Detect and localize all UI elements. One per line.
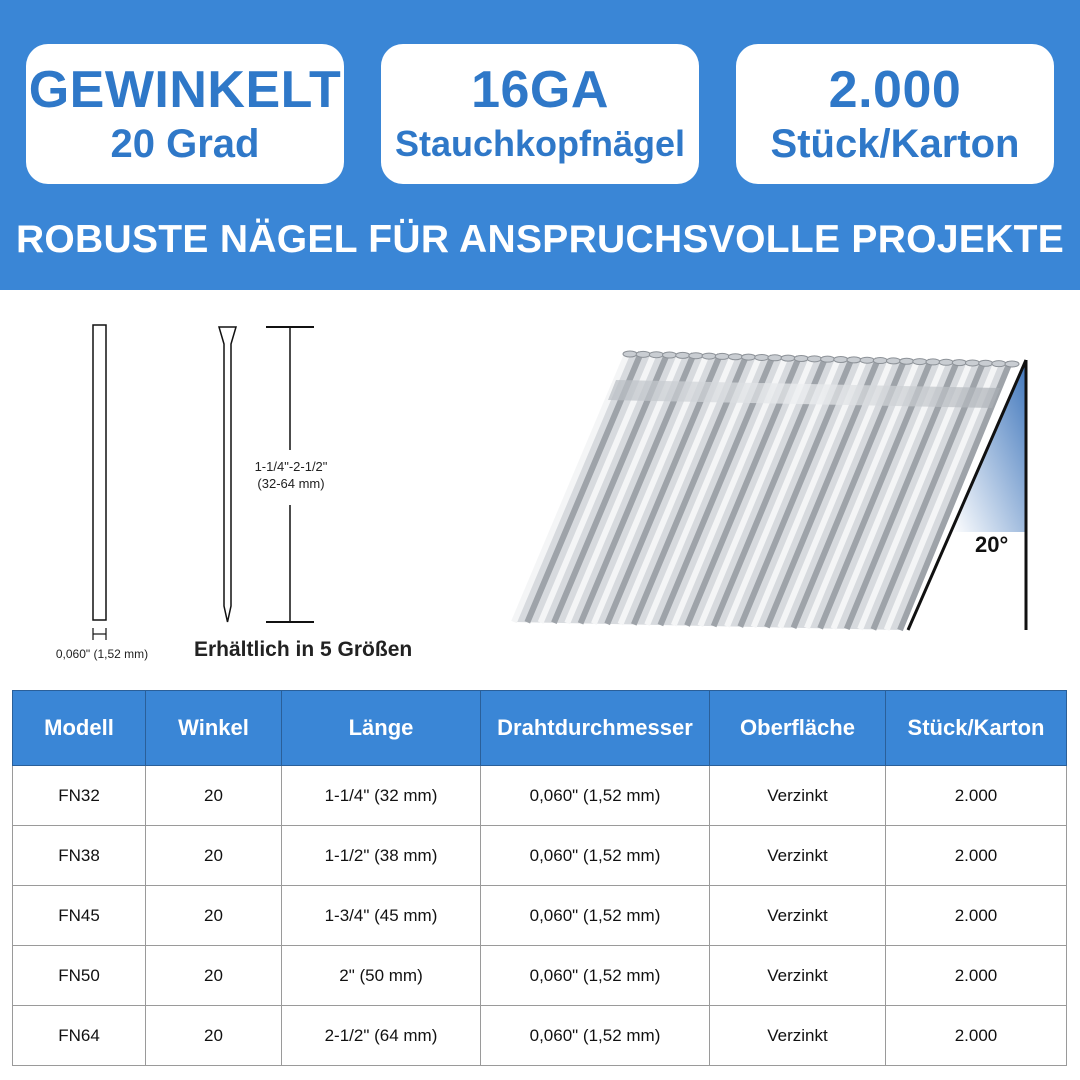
nail-head <box>952 360 966 366</box>
header-oberflaeche: Oberfläche <box>710 691 886 766</box>
card-title: 2.000 <box>828 61 962 119</box>
cell-stueck-karton: 2.000 <box>886 1006 1067 1066</box>
card-title: 16GA <box>471 61 609 119</box>
diameter-label: 0,060" (1,52 mm) <box>55 647 149 661</box>
spec-table <box>12 690 1067 1066</box>
nail-head <box>965 360 979 366</box>
length-range: 1-1/4"-2-1/2" <box>254 459 328 474</box>
cell-oberflaeche: Verzinkt <box>710 1006 886 1066</box>
table-row <box>13 826 1067 886</box>
nail-head <box>847 357 861 363</box>
table-header-row <box>13 691 1067 766</box>
cell-oberflaeche: Verzinkt <box>710 946 886 1006</box>
cell-drahtdurchmesser: 0,060" (1,52 mm) <box>481 826 710 886</box>
nail-head <box>636 351 650 357</box>
nail-head <box>913 359 927 365</box>
nail-head <box>886 358 900 364</box>
nail-head <box>873 358 887 364</box>
nail-head <box>926 359 940 365</box>
nail-head <box>781 355 795 361</box>
length-range-metric: (32-64 mm) <box>257 476 325 491</box>
nail-head <box>860 357 874 363</box>
nail-head <box>821 356 835 362</box>
angle-label: 20° <box>975 532 1009 557</box>
feature-card-quantity <box>736 44 1054 184</box>
cell-modell: FN64 <box>13 1006 146 1066</box>
table-row <box>13 886 1067 946</box>
cell-laenge: 2" (50 mm) <box>282 946 481 1006</box>
table-row <box>13 946 1067 1006</box>
nail-illustration <box>0 300 1080 680</box>
header-laenge: Länge <box>282 691 481 766</box>
nail-head <box>742 354 756 360</box>
table-row <box>13 766 1067 826</box>
table-row <box>13 1006 1067 1066</box>
cell-modell: FN50 <box>13 946 146 1006</box>
cell-winkel: 20 <box>146 766 282 826</box>
nail-head <box>794 355 808 361</box>
cell-stueck-karton: 2.000 <box>886 946 1067 1006</box>
length-label <box>236 458 346 492</box>
nail-head <box>689 353 703 359</box>
nail-head <box>992 361 1006 367</box>
card-subtitle: Stauchkopfnägel <box>394 123 686 164</box>
cell-laenge: 1-1/4" (32 mm) <box>282 766 481 826</box>
nail-head <box>1005 361 1019 367</box>
cell-laenge: 1-3/4" (45 mm) <box>282 886 481 946</box>
card-subtitle: Stück/Karton <box>770 122 1020 166</box>
nail-head <box>728 354 742 360</box>
cell-modell: FN45 <box>13 886 146 946</box>
cell-drahtdurchmesser: 0,060" (1,52 mm) <box>481 766 710 826</box>
nail-head <box>676 352 690 358</box>
header-winkel: Winkel <box>146 691 282 766</box>
nail-diagram <box>0 300 1080 680</box>
header-modell: Modell <box>13 691 146 766</box>
cell-oberflaeche: Verzinkt <box>710 766 886 826</box>
nail-head <box>768 355 782 361</box>
cell-winkel: 20 <box>146 826 282 886</box>
nail-head <box>623 351 637 357</box>
nail-head <box>755 354 769 360</box>
nail-head <box>702 353 716 359</box>
cell-drahtdurchmesser: 0,060" (1,52 mm) <box>481 946 710 1006</box>
card-subtitle: 20 Grad <box>110 122 260 166</box>
cell-laenge: 2-1/2" (64 mm) <box>282 1006 481 1066</box>
header-drahtdurchmesser: Drahtdurchmesser <box>481 691 710 766</box>
cell-drahtdurchmesser: 0,060" (1,52 mm) <box>481 1006 710 1066</box>
cell-modell: FN32 <box>13 766 146 826</box>
cell-stueck-karton: 2.000 <box>886 766 1067 826</box>
cell-winkel: 20 <box>146 1006 282 1066</box>
cell-stueck-karton: 2.000 <box>886 886 1067 946</box>
nail-strip-image <box>514 351 1019 630</box>
tagline: ROBUSTE NÄGEL FÜR ANSPRUCHSVOLLE PROJEKTE <box>15 218 1065 261</box>
nail-head <box>834 357 848 363</box>
cell-drahtdurchmesser: 0,060" (1,52 mm) <box>481 886 710 946</box>
card-title: GEWINKELT <box>28 61 342 119</box>
nail-head <box>663 352 677 358</box>
nail-head <box>900 358 914 364</box>
sizes-label: Erhältlich in 5 Größen <box>194 638 413 661</box>
nail-head <box>715 353 729 359</box>
cell-stueck-karton: 2.000 <box>886 826 1067 886</box>
cell-oberflaeche: Verzinkt <box>710 826 886 886</box>
nail-head <box>649 352 663 358</box>
feature-card-gauge <box>381 44 699 184</box>
nail-side-view <box>93 325 106 640</box>
nail-head <box>939 359 953 365</box>
cell-laenge: 1-1/2" (38 mm) <box>282 826 481 886</box>
nail-head <box>979 360 993 366</box>
nail-head <box>807 356 821 362</box>
header-stueck-karton: Stück/Karton <box>886 691 1067 766</box>
cell-winkel: 20 <box>146 886 282 946</box>
cell-modell: FN38 <box>13 826 146 886</box>
cell-winkel: 20 <box>146 946 282 1006</box>
cell-oberflaeche: Verzinkt <box>710 886 886 946</box>
feature-card-angle <box>26 44 344 184</box>
